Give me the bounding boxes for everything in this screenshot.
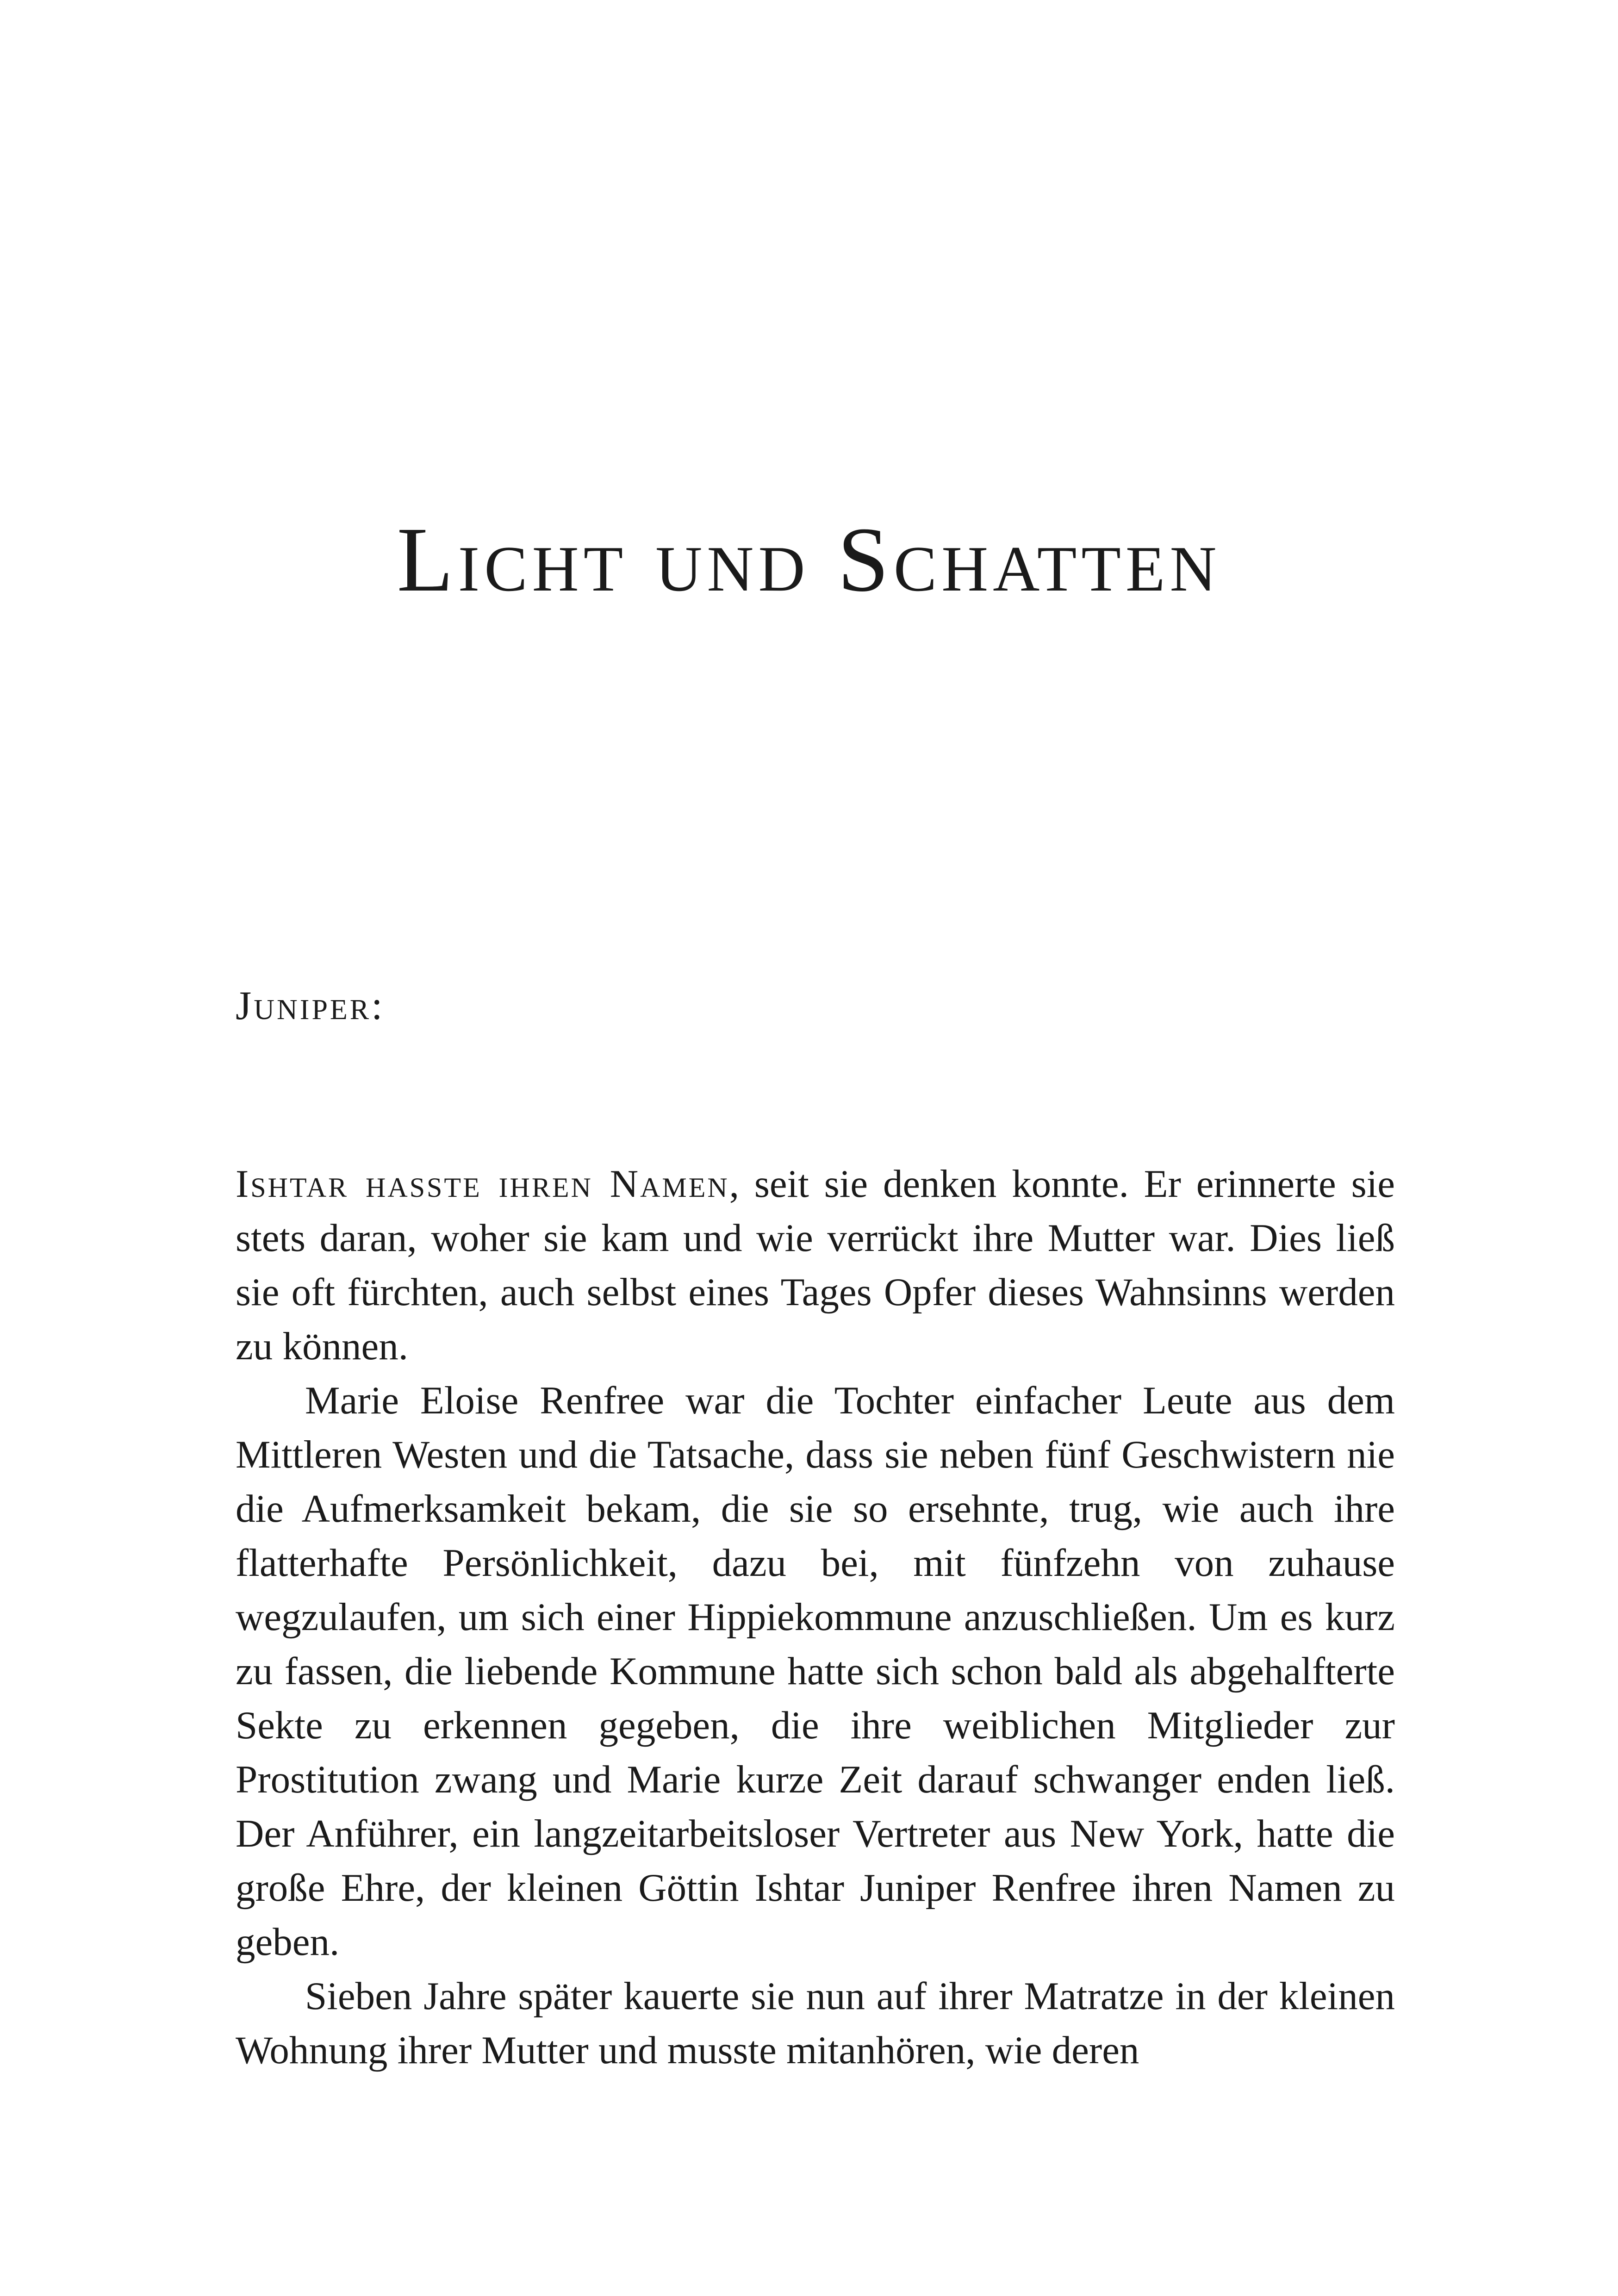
paragraph-3: Sieben Jahre später kauerte sie nun auf ihrer Matratze in der kleinen Wohnung ihrer Mutter und musste mitanhören, wie deren	[236, 1974, 1395, 2072]
paragraph-2: Marie Eloise Renfree war die Tochter einfacher Leute aus dem Mittleren Westen und die Tatsache, dass sie neben fünf Geschwistern nie die Aufmerksamkeit bekam, die sie so ersehnte, trug, wie auch ihre flatterhafte Persönlichkeit, dazu bei, mit fünfzehn von zuhause wegzulaufen, um sich einer Hippiekommune anzuschließen. Um es kurz zu fassen, die liebende Kommune hatte sich schon bald als abgehalfterte Sekte zu erkennen gegeben, die ihre weiblichen Mitglieder zur Prostitution zwang und Marie kurze Zeit darauf schwanger enden ließ. Der Anführer, ein langzeitarbeitsloser Vertreter aus New York, hatte die große Ehre, der kleinen Göttin Ishtar Juniper Renfree ihren Namen zu geben.	[236, 1379, 1395, 1964]
paragraph-lead: Ishtar hasste ihren Namen	[236, 1162, 729, 1206]
narrator-heading: Juniper:	[236, 983, 385, 1028]
chapter-title: Licht und Schatten	[397, 509, 1221, 611]
paragraph-1	[236, 1157, 1395, 1374]
body-text	[236, 1157, 1395, 2078]
paragraph-1-text: , seit sie denken konnte. Er erinnerte sie stets daran, woher sie kam und wie verrückt ihre Mutter war. Dies ließ sie oft fürchten, auch selbst eines Tages Opfer dieses Wahnsinns werden zu können.	[236, 1162, 1395, 1368]
